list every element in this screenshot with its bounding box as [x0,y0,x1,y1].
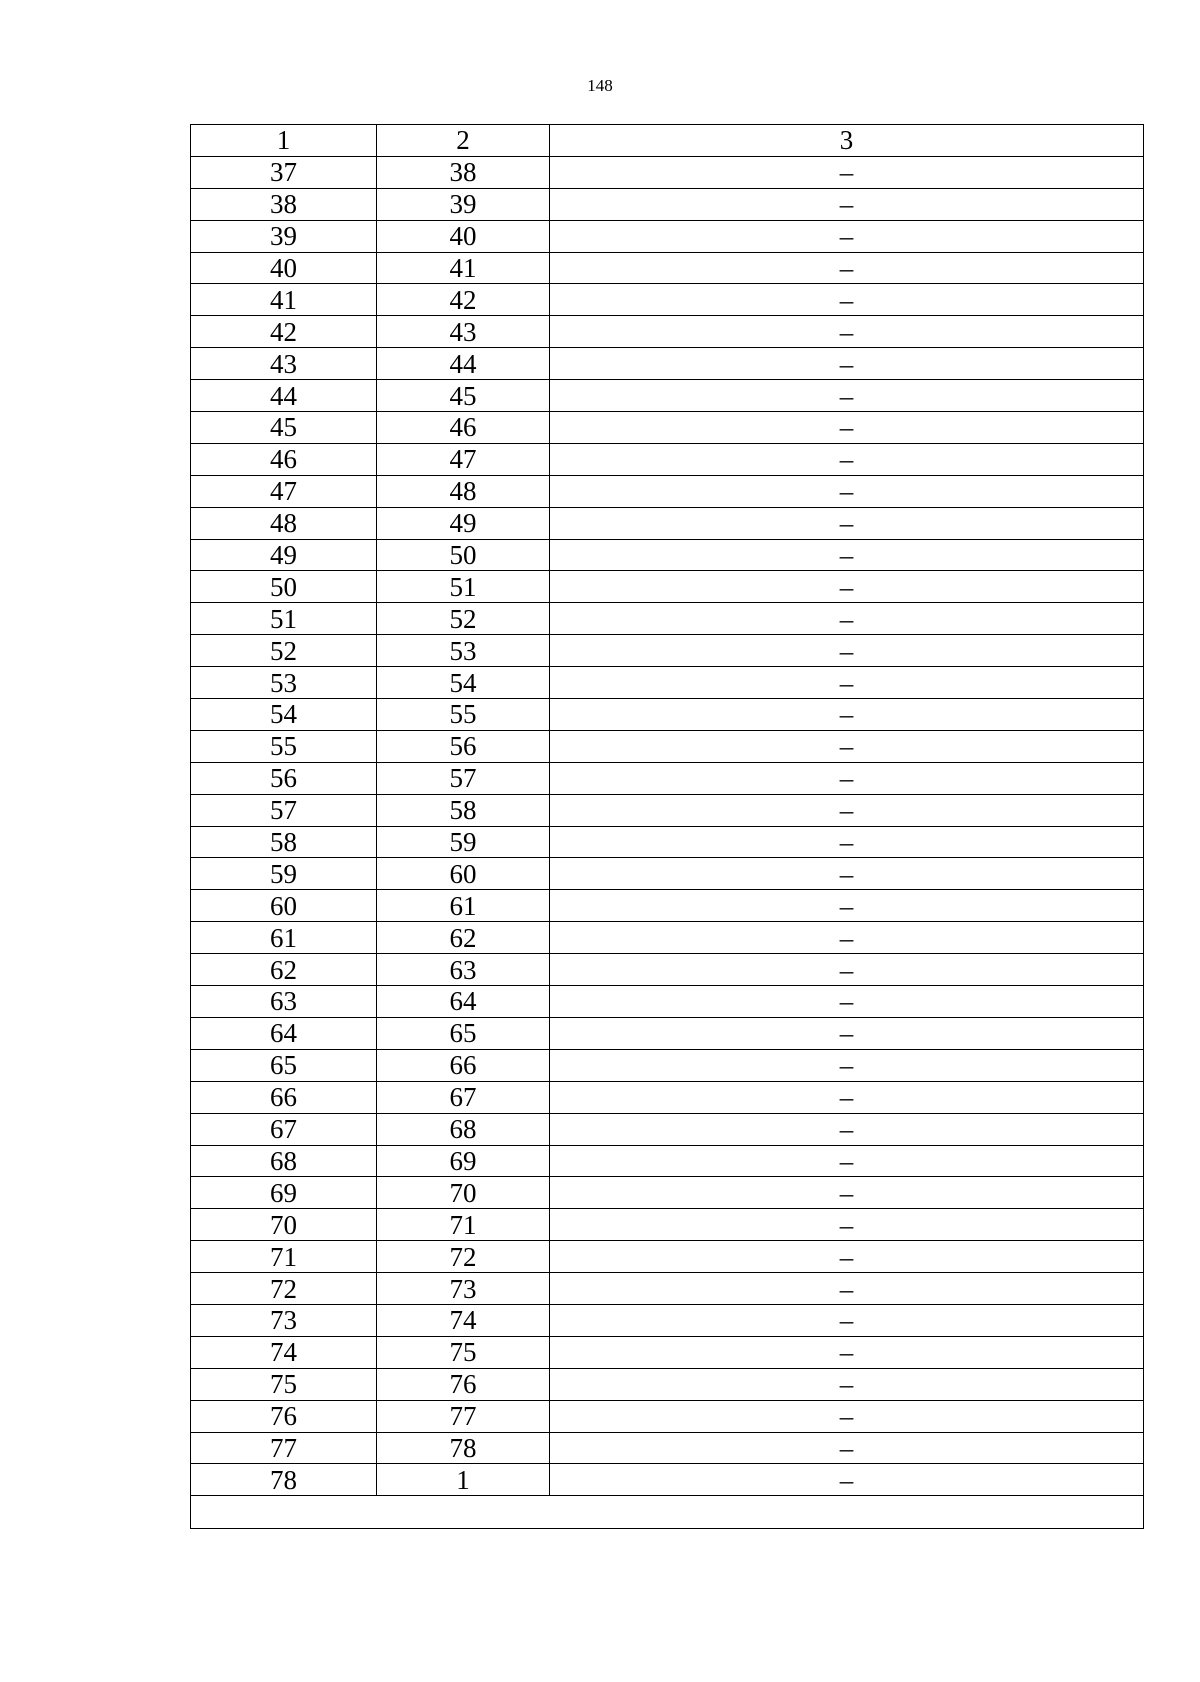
table-body [191,125,1144,1529]
table-cell: 74 [377,1304,550,1336]
table-footer-cell [191,1496,1144,1529]
table-cell: 39 [191,220,377,252]
table-cell: – [550,1273,1144,1305]
table-cell: – [550,762,1144,794]
table-cell: – [550,252,1144,284]
table-cell: – [550,571,1144,603]
table-cell: 77 [191,1432,377,1464]
table-row [191,1081,1144,1113]
table-cell: 54 [377,667,550,699]
table-cell: – [550,890,1144,922]
table-cell: – [550,730,1144,762]
table-cell: – [550,1049,1144,1081]
table-cell: – [550,986,1144,1018]
table-row [191,1400,1144,1432]
table-cell: 49 [377,507,550,539]
table-cell: – [550,1113,1144,1145]
table-row [191,858,1144,890]
table-cell: 74 [191,1336,377,1368]
table-cell: 53 [377,635,550,667]
table-cell: 52 [377,603,550,635]
table-cell: – [550,1081,1144,1113]
table-cell: 41 [377,252,550,284]
table-cell: 56 [377,730,550,762]
table-cell: – [550,348,1144,380]
table-cell: 60 [191,890,377,922]
table-row [191,1017,1144,1049]
table-cell: 45 [191,412,377,444]
table-footer-row [191,1496,1144,1529]
table-cell: 58 [377,794,550,826]
table-cell: 75 [191,1368,377,1400]
table-cell: 45 [377,380,550,412]
table-row [191,380,1144,412]
table-row [191,1432,1144,1464]
table-cell: 66 [191,1081,377,1113]
table-cell: 66 [377,1049,550,1081]
table-row [191,1273,1144,1305]
table-row [191,188,1144,220]
table-row [191,1464,1144,1496]
table-cell: – [550,443,1144,475]
table-cell: – [550,380,1144,412]
table-cell: 50 [377,539,550,571]
table-row [191,220,1144,252]
table-cell: – [550,1432,1144,1464]
table-row [191,986,1144,1018]
table-cell: – [550,667,1144,699]
table-cell: 51 [191,603,377,635]
table-cell: 73 [377,1273,550,1305]
table-row [191,1113,1144,1145]
table-cell: 61 [191,922,377,954]
table-row [191,507,1144,539]
table-cell: 77 [377,1400,550,1432]
table-cell: – [550,412,1144,444]
table-cell: – [550,284,1144,316]
table-header-row [191,125,1144,157]
table-row [191,1368,1144,1400]
table-row [191,1177,1144,1209]
table-cell: 1 [377,1464,550,1496]
table-cell: 57 [191,794,377,826]
table-cell: 46 [377,412,550,444]
table-cell: 38 [191,188,377,220]
table-row [191,890,1144,922]
table-cell: – [550,699,1144,731]
table-cell: 38 [377,156,550,188]
table-cell: – [550,1177,1144,1209]
table-cell: – [550,826,1144,858]
table-cell: 49 [191,539,377,571]
table-cell: 76 [377,1368,550,1400]
table-cell: 65 [377,1017,550,1049]
table-cell: 40 [377,220,550,252]
table-cell: – [550,794,1144,826]
table-cell: 43 [377,316,550,348]
table-row [191,475,1144,507]
table-row [191,316,1144,348]
table-cell: – [550,507,1144,539]
table-row [191,603,1144,635]
table-cell: 65 [191,1049,377,1081]
table-cell: 63 [377,954,550,986]
table-cell: 62 [377,922,550,954]
table-cell: 52 [191,635,377,667]
table-cell: 68 [377,1113,550,1145]
table-cell: 44 [191,380,377,412]
table-cell: 43 [191,348,377,380]
table-cell: 70 [191,1209,377,1241]
table-cell: 78 [191,1464,377,1496]
table-cell: 69 [377,1145,550,1177]
table-cell: – [550,539,1144,571]
table-row [191,1049,1144,1081]
column-header: 2 [377,125,550,157]
table-row [191,571,1144,603]
table-cell: 54 [191,699,377,731]
table-cell: 72 [191,1273,377,1305]
table-cell: – [550,1145,1144,1177]
page-number: 148 [587,76,613,95]
table-row [191,1209,1144,1241]
table-cell: 67 [377,1081,550,1113]
table-cell: – [550,1400,1144,1432]
table-row [191,762,1144,794]
table-cell: 70 [377,1177,550,1209]
column-header: 1 [191,125,377,157]
table-cell: – [550,858,1144,890]
table-cell: – [550,1017,1144,1049]
table-cell: 68 [191,1145,377,1177]
table-cell: 73 [191,1304,377,1336]
table-cell: – [550,1304,1144,1336]
table-cell: 71 [191,1241,377,1273]
table-cell: 67 [191,1113,377,1145]
table-row [191,635,1144,667]
table-cell: – [550,954,1144,986]
table-cell: 47 [377,443,550,475]
table-row [191,954,1144,986]
table-cell: – [550,635,1144,667]
table-cell: – [550,1368,1144,1400]
table-row [191,826,1144,858]
table-cell: 47 [191,475,377,507]
table-cell: 61 [377,890,550,922]
table-row [191,730,1144,762]
table-cell: – [550,156,1144,188]
table-cell: 53 [191,667,377,699]
table-cell: 78 [377,1432,550,1464]
table-cell: 64 [377,986,550,1018]
data-table [190,124,1144,1529]
table-cell: 64 [191,1017,377,1049]
table-cell: 63 [191,986,377,1018]
table-cell: 59 [377,826,550,858]
table-cell: 42 [377,284,550,316]
table-cell: 48 [377,475,550,507]
table-row [191,1145,1144,1177]
table-cell: – [550,188,1144,220]
table-cell: 44 [377,348,550,380]
table-cell: 72 [377,1241,550,1273]
table-cell: – [550,922,1144,954]
table-cell: 69 [191,1177,377,1209]
table-cell: 62 [191,954,377,986]
table-cell: 51 [377,571,550,603]
table-cell: 55 [377,699,550,731]
table-row [191,1336,1144,1368]
table-cell: 42 [191,316,377,348]
table-cell: 39 [377,188,550,220]
table-cell: 37 [191,156,377,188]
table-row [191,699,1144,731]
table-cell: 60 [377,858,550,890]
table-cell: – [550,1241,1144,1273]
table-cell: 41 [191,284,377,316]
table-row [191,539,1144,571]
table-cell: 56 [191,762,377,794]
table-cell: – [550,316,1144,348]
table-cell: 46 [191,443,377,475]
table-cell: 57 [377,762,550,794]
table-cell: 71 [377,1209,550,1241]
table-row [191,284,1144,316]
column-header: 3 [550,125,1144,157]
table-row [191,794,1144,826]
table-cell: 58 [191,826,377,858]
table-cell: – [550,475,1144,507]
table-cell: – [550,220,1144,252]
table-cell: 55 [191,730,377,762]
table-cell: 59 [191,858,377,890]
table-cell: – [550,1464,1144,1496]
table-cell: – [550,1209,1144,1241]
table-row [191,156,1144,188]
table-cell: – [550,1336,1144,1368]
table-row [191,412,1144,444]
table-cell: 48 [191,507,377,539]
table-cell: 75 [377,1336,550,1368]
table-row [191,348,1144,380]
table-row [191,443,1144,475]
table-row [191,252,1144,284]
table-row [191,1241,1144,1273]
table-cell: 40 [191,252,377,284]
table-cell: 50 [191,571,377,603]
table-cell: 76 [191,1400,377,1432]
table-row [191,922,1144,954]
table-cell: – [550,603,1144,635]
table-row [191,667,1144,699]
table-row [191,1304,1144,1336]
